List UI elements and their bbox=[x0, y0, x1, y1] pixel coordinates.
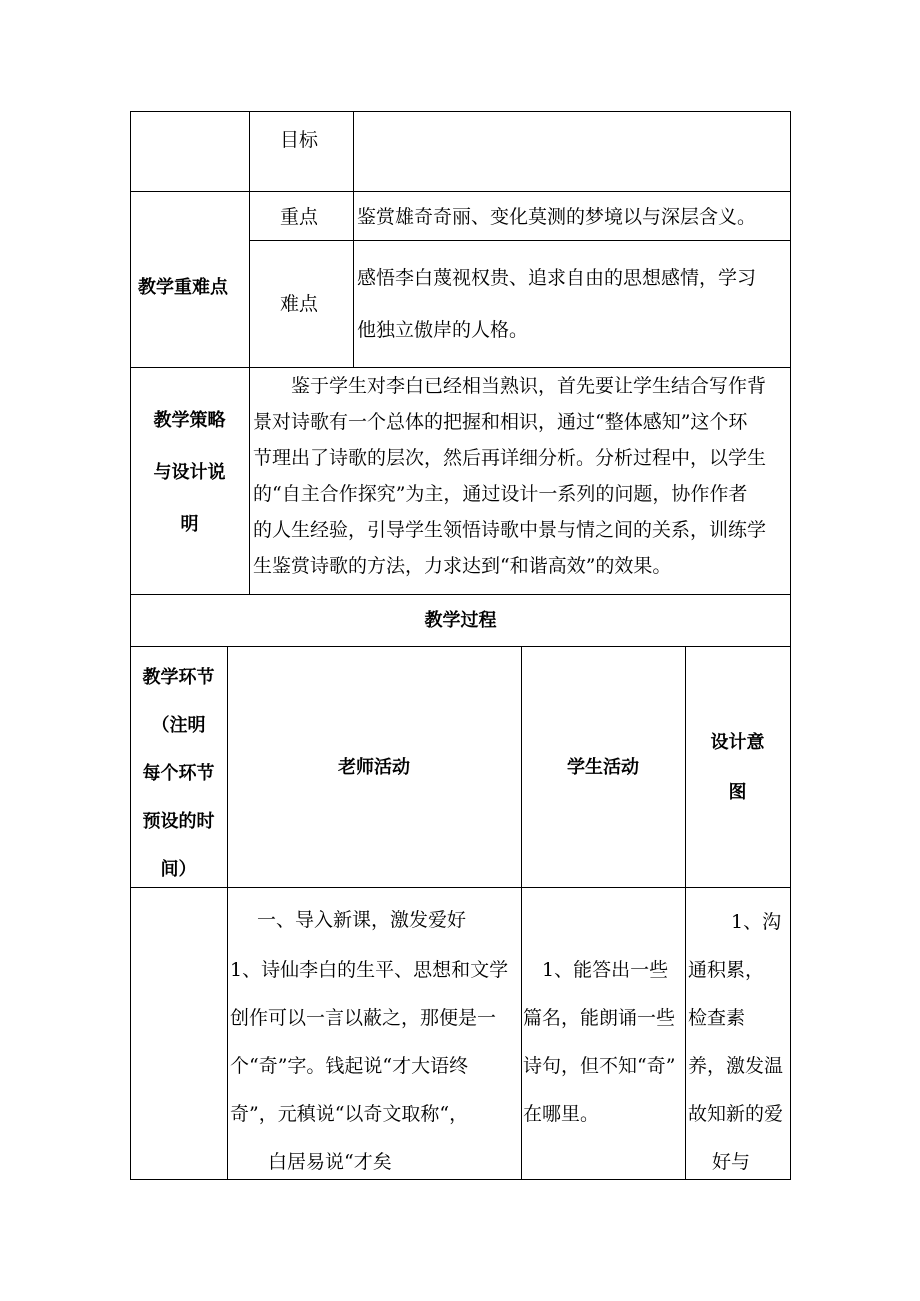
rule-focus-bottom bbox=[249, 240, 791, 241]
stage-header-line: （注明 bbox=[151, 715, 206, 736]
strategy-line: 的“自主合作探究”为主，通过设计一系列的问题，协作作者 bbox=[253, 483, 748, 505]
strategy-content bbox=[253, 368, 766, 584]
rule-strategy-bottom bbox=[130, 594, 791, 595]
teacher-line: 奇”，元稹说“以奇文取称“， bbox=[230, 1103, 469, 1125]
design-intent-header-line-2: 图 bbox=[728, 782, 747, 803]
student-line: 1、能答出一些 bbox=[523, 959, 669, 981]
intent-line: 故知新的爱 bbox=[688, 1103, 784, 1125]
rule-process-col2 bbox=[521, 646, 522, 1180]
intent-line: 检查素 bbox=[688, 1007, 746, 1029]
key-points-label: 教学重难点 bbox=[138, 277, 228, 298]
strategy-label-line-3: 明 bbox=[180, 514, 199, 535]
strategy-line: 节理出了诗歌的层次，然后再详细分析。分析过程中，以学生 bbox=[253, 447, 767, 469]
rule-col2-upper bbox=[353, 111, 354, 367]
stage-header-line: 间） bbox=[160, 859, 197, 880]
strategy-line: 的人生经验，引导学生领悟诗歌中景与情之间的关系，训练学 bbox=[253, 519, 767, 541]
rule-headers-bottom bbox=[130, 887, 791, 888]
design-intent-header-line-1: 设计意 bbox=[710, 732, 765, 753]
rule-strategy-divider bbox=[249, 367, 250, 594]
focus-label: 重点 bbox=[280, 206, 319, 228]
focus-content: 鉴赏雄奇奇丽、变化莫测的梦境以与深层含义。 bbox=[357, 206, 757, 228]
strategy-line: 景对诗歌有一个总体的把握和相识，通过“整体感知”这个环 bbox=[253, 411, 748, 433]
intent-line: 养，激发温 bbox=[688, 1055, 784, 1077]
rule-col1-upper bbox=[249, 111, 250, 367]
rule-right bbox=[790, 111, 791, 1180]
difficulty-line-2: 他独立傲岸的人格。 bbox=[357, 319, 529, 341]
student-line: 诗句，但不知“奇” bbox=[523, 1055, 676, 1077]
rule-left bbox=[130, 111, 131, 1180]
strategy-line: 鉴于学生对李白已经相当熟识，首先要让学生结合写作背 bbox=[253, 375, 767, 397]
teacher-line: 1、诗仙李白的生平、思想和文学 bbox=[230, 959, 509, 981]
rule-top bbox=[130, 111, 791, 112]
goal-label: 目标 bbox=[280, 129, 319, 151]
process-title: 教学过程 bbox=[424, 610, 497, 631]
rule-bottom bbox=[130, 1179, 791, 1180]
intent-line: 通积累， bbox=[688, 959, 765, 981]
intent-line: 好与 bbox=[712, 1151, 751, 1173]
stage-header-line: 教学环节 bbox=[142, 667, 215, 688]
difficulty-label: 难点 bbox=[280, 293, 319, 315]
rule-process-col1 bbox=[227, 646, 228, 1180]
strategy-label-line-2: 与设计说 bbox=[153, 462, 226, 483]
teacher-line: 个“奇”字。钱起说“才大语终 bbox=[230, 1055, 469, 1077]
difficulty-line-1: 感悟李白蔑视权贵、追求自由的思想感情，学习 bbox=[357, 267, 757, 289]
intent-line: 1、沟 bbox=[712, 911, 782, 933]
strategy-line: 生鉴赏诗歌的方法，力求达到“和谐高效”的效果。 bbox=[253, 555, 672, 577]
student-activity-header: 学生活动 bbox=[567, 757, 639, 778]
teacher-line: 创作可以一言以蔽之，那便是一 bbox=[230, 1007, 497, 1029]
rule-process-col3 bbox=[685, 646, 686, 1180]
rule-goal-bottom bbox=[130, 191, 791, 192]
strategy-label-line-1: 教学策略 bbox=[153, 410, 226, 431]
student-line: 在哪里。 bbox=[523, 1103, 600, 1125]
stage-header-line: 预设的时 bbox=[142, 811, 215, 832]
rule-process-title-bottom bbox=[130, 646, 791, 647]
teacher-activity-header: 老师活动 bbox=[338, 757, 410, 778]
student-line: 篇名，能朗诵一些 bbox=[523, 1007, 676, 1029]
teacher-line: 一、导入新课，激发爱好 bbox=[238, 909, 467, 931]
teacher-line: 白居易说“才矣 bbox=[230, 1151, 392, 1173]
stage-header-line: 每个环节 bbox=[142, 763, 215, 784]
